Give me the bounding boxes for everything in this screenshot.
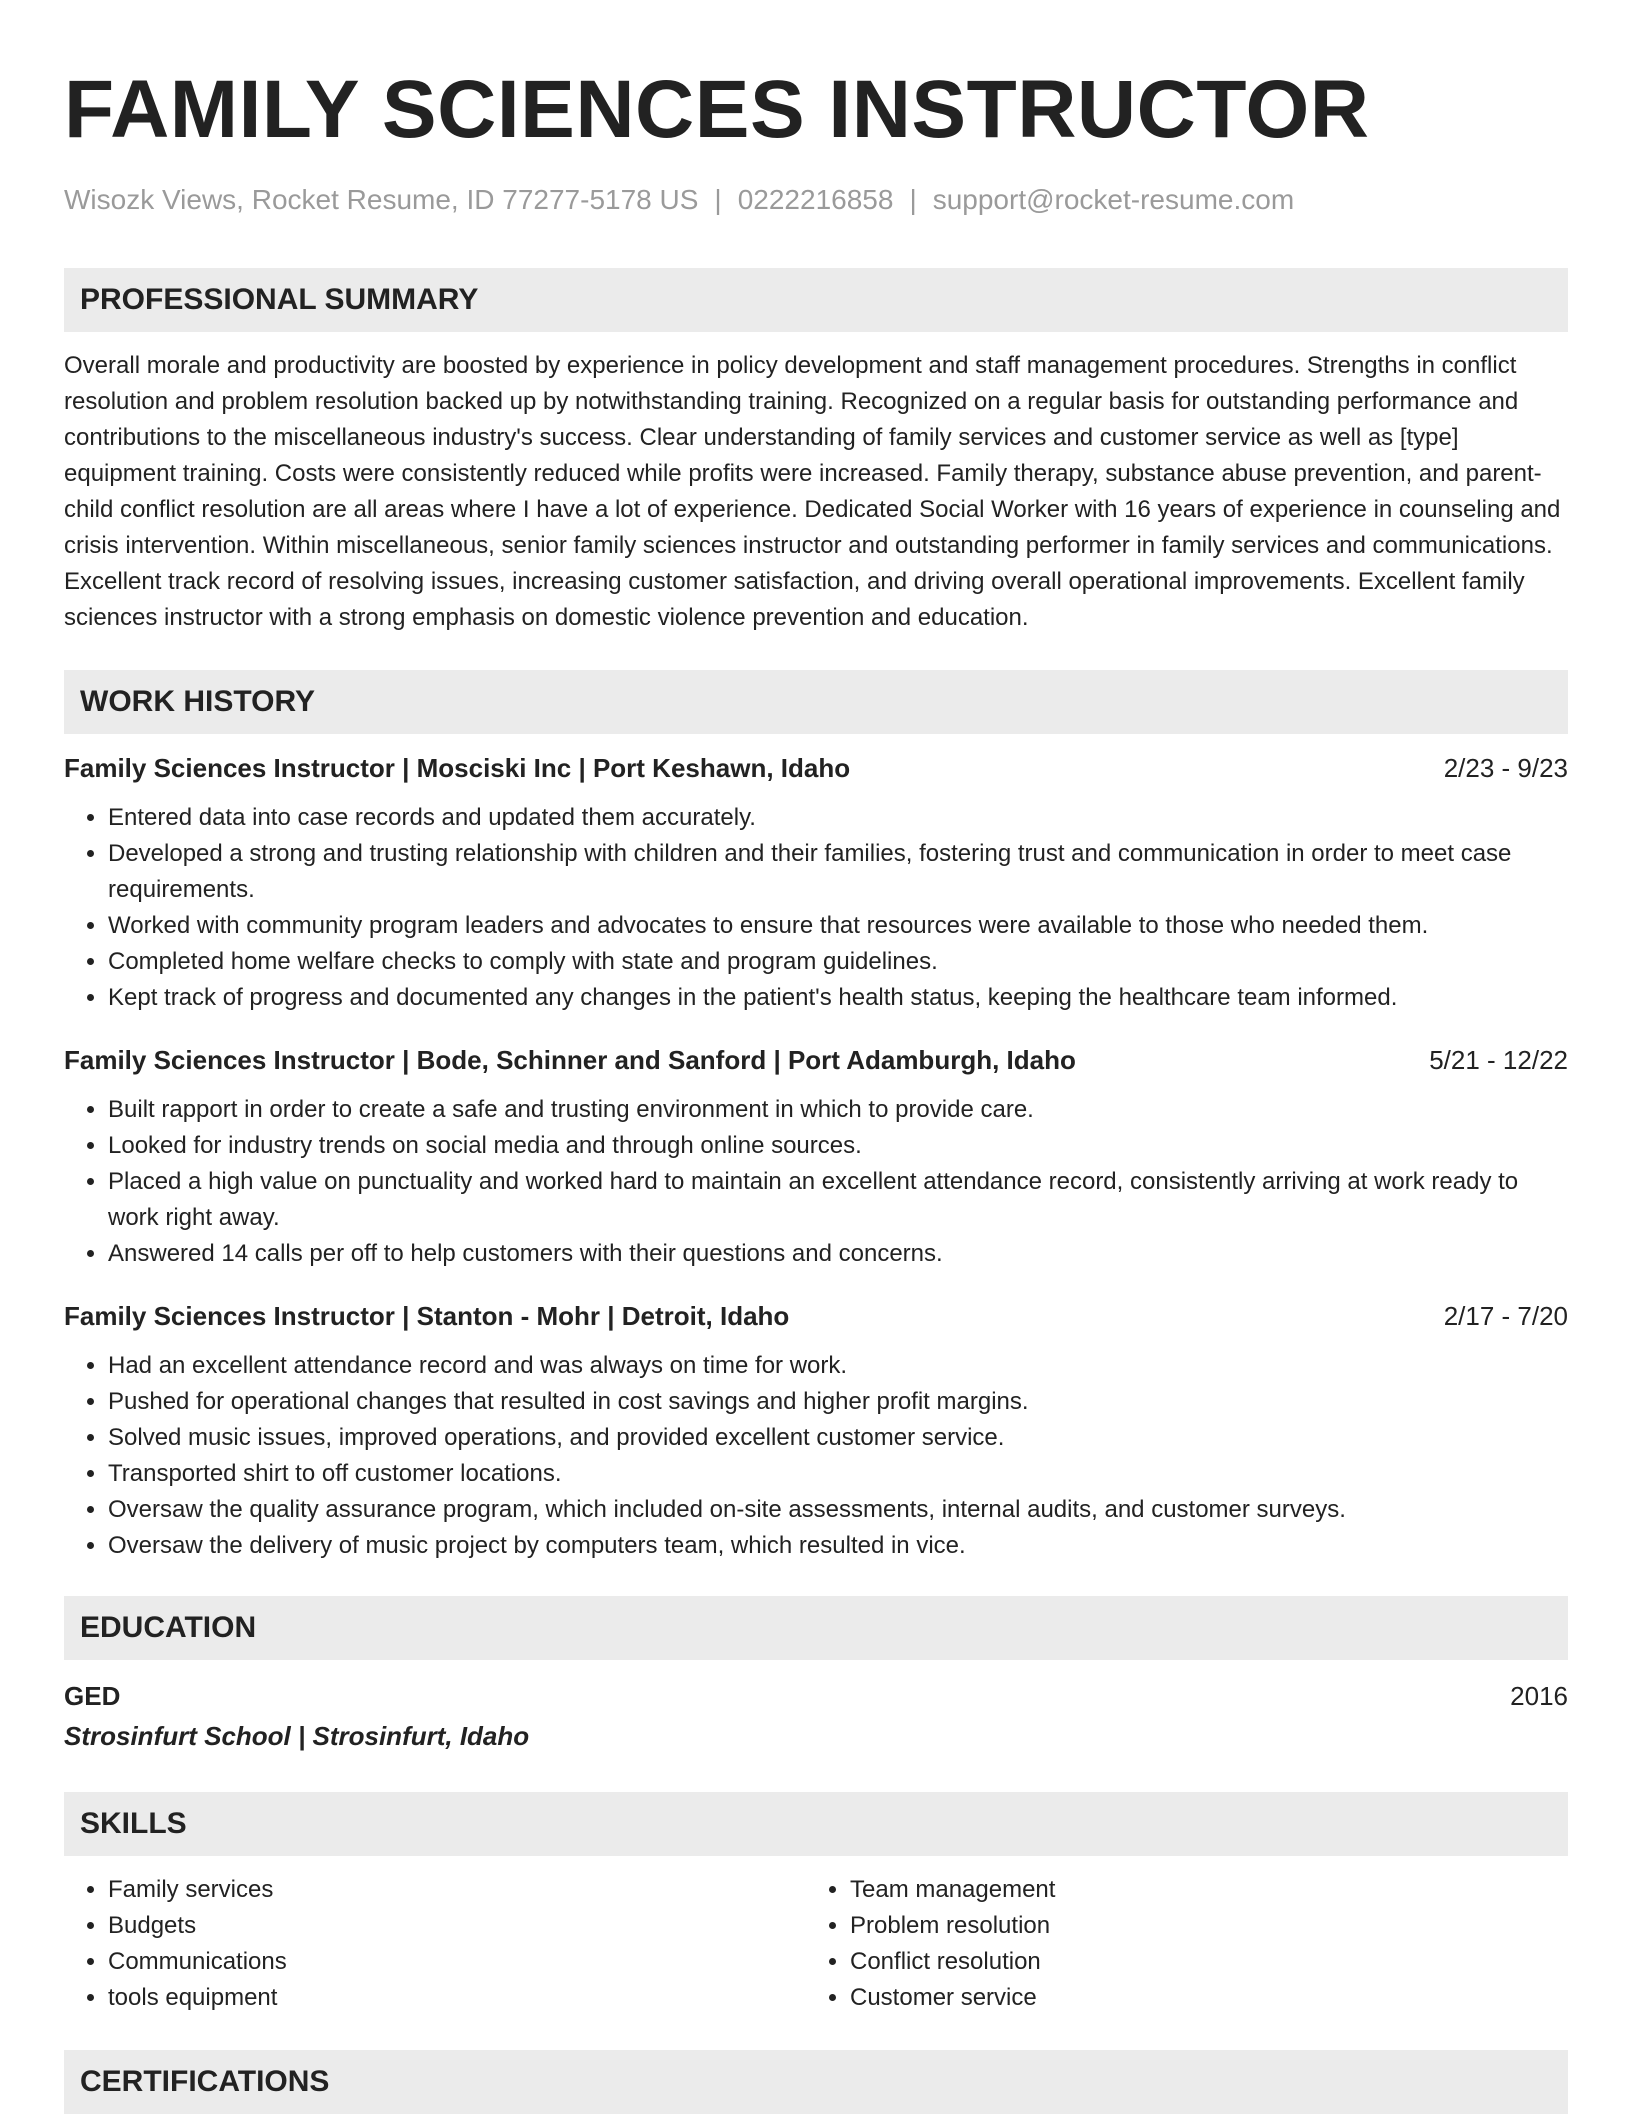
skills-column-left — [64, 1872, 806, 2016]
job-bullets — [64, 1348, 1568, 1564]
job-bullet: • Completed home welfare checks to comply with state and program guidelines. — [108, 944, 1568, 980]
skill-item: • tools equipment — [108, 1980, 806, 2016]
education-degree: GED — [64, 1681, 121, 1711]
job-bullets — [64, 1092, 1568, 1272]
job-bullet: • Looked for industry trends on social media and through online sources. — [108, 1128, 1568, 1164]
job-bullet: • Kept track of progress and documented any changes in the patient's health status, keeping the healthcare team informed. — [108, 980, 1568, 1016]
job-entry — [64, 1298, 1568, 1564]
education-school: Strosinfurt School | Strosinfurt, Idaho — [64, 1721, 530, 1751]
education-year: 2016 — [1510, 1681, 1568, 1711]
job-header — [64, 750, 1568, 786]
job-bullet: • Transported shirt to off customer locations. — [108, 1456, 1568, 1492]
contact-email: support@rocket-resume.com — [932, 184, 1295, 215]
job-entry — [64, 1042, 1568, 1272]
contact-line — [64, 182, 1568, 218]
skill-item: • Team management — [850, 1872, 1566, 1908]
contact-phone: 0222216858 — [737, 184, 894, 215]
summary-text: Overall morale and productivity are boosted by experience in policy development and staff management procedures. Strengths in conflict resolution and problem resolution backed up by notwithstanding training. Recognized on a regular basis for outstanding performance and contributions to the miscellaneous industry's success. Clear understanding of family services and customer service as well as [type] equipment training. Costs were consistently reduced while profits were increased. Family therapy, substance abuse prevention, and parent-child conflict resolution are all areas where I have a lot of experience. Dedicated Social Worker with 16 years of experience in counseling and crisis intervention. Within miscellaneous, senior family sciences instructor and outstanding performer in family services and communications. Excellent track record of resolving issues, increasing customer satisfaction, and driving overall operational improvements. Excellent family sciences instructor with a strong emphasis on domestic violence prevention and education. — [64, 352, 1561, 631]
job-bullet: • Developed a strong and trusting relationship with children and their families, fostering trust and communication in order to meet case requirements. — [108, 836, 1568, 908]
section-heading-summary: PROFESSIONAL SUMMARY — [64, 268, 1568, 332]
job-dates: 2/23 - 9/23 — [1443, 753, 1568, 783]
job-bullet: • Oversaw the quality assurance program, which included on-site assessments, internal audits, and customer surveys. — [108, 1492, 1568, 1528]
job-bullets — [64, 800, 1568, 1016]
skill-item: • Problem resolution — [850, 1908, 1566, 1944]
education-header — [64, 1678, 1568, 1714]
job-bullet: • Oversaw the delivery of music project by computers team, which resulted in vice. — [108, 1528, 1568, 1564]
job-entry — [64, 750, 1568, 1016]
job-bullet: • Solved music issues, improved operations, and provided excellent customer service. — [108, 1420, 1568, 1456]
job-bullet: • Answered 14 calls per off to help customers with their questions and concerns. — [108, 1236, 1568, 1272]
contact-separator: | — [909, 184, 917, 215]
section-heading-education: EDUCATION — [64, 1596, 1568, 1660]
section-heading-work: WORK HISTORY — [64, 670, 1568, 734]
skill-item: • Conflict resolution — [850, 1944, 1566, 1980]
job-dates: 2/17 - 7/20 — [1443, 1301, 1568, 1331]
job-header — [64, 1042, 1568, 1078]
job-dates: 5/21 - 12/22 — [1429, 1045, 1568, 1075]
skill-item: • Family services — [108, 1872, 806, 1908]
resume-name: FAMILY SCIENCES INSTRUCTOR — [64, 64, 1370, 155]
skills-list — [64, 1872, 1568, 2016]
skill-item: • Budgets — [108, 1908, 806, 1944]
section-heading-skills: SKILLS — [64, 1792, 1568, 1856]
job-header — [64, 1298, 1568, 1334]
job-bullet: • Pushed for operational changes that resulted in cost savings and higher profit margins. — [108, 1384, 1568, 1420]
job-bullet: • Placed a high value on punctuality and worked hard to maintain an excellent attendance record, consistently arriving at work ready to work right away. — [108, 1164, 1568, 1236]
skills-column-right — [806, 1872, 1566, 2016]
skill-item: • Communications — [108, 1944, 806, 1980]
contact-address: Wisozk Views, Rocket Resume, ID 77277-5178 US — [64, 184, 699, 215]
job-bullet: • Worked with community program leaders and advocates to ensure that resources were available to those who needed them. — [108, 908, 1568, 944]
job-bullet: • Built rapport in order to create a safe and trusting environment in which to provide care. — [108, 1092, 1568, 1128]
job-bullet: • Had an excellent attendance record and was always on time for work. — [108, 1348, 1568, 1384]
contact-separator: | — [714, 184, 722, 215]
job-title: Family Sciences Instructor | Stanton - Mohr | Detroit, Idaho — [64, 1301, 790, 1331]
job-bullet: • Entered data into case records and updated them accurately. — [108, 800, 1568, 836]
job-title: Family Sciences Instructor | Mosciski Inc | Port Keshawn, Idaho — [64, 753, 851, 783]
job-title: Family Sciences Instructor | Bode, Schinner and Sanford | Port Adamburgh, Idaho — [64, 1045, 1076, 1075]
skill-item: • Customer service — [850, 1980, 1566, 2016]
section-heading-certifications: CERTIFICATIONS — [64, 2050, 1568, 2114]
